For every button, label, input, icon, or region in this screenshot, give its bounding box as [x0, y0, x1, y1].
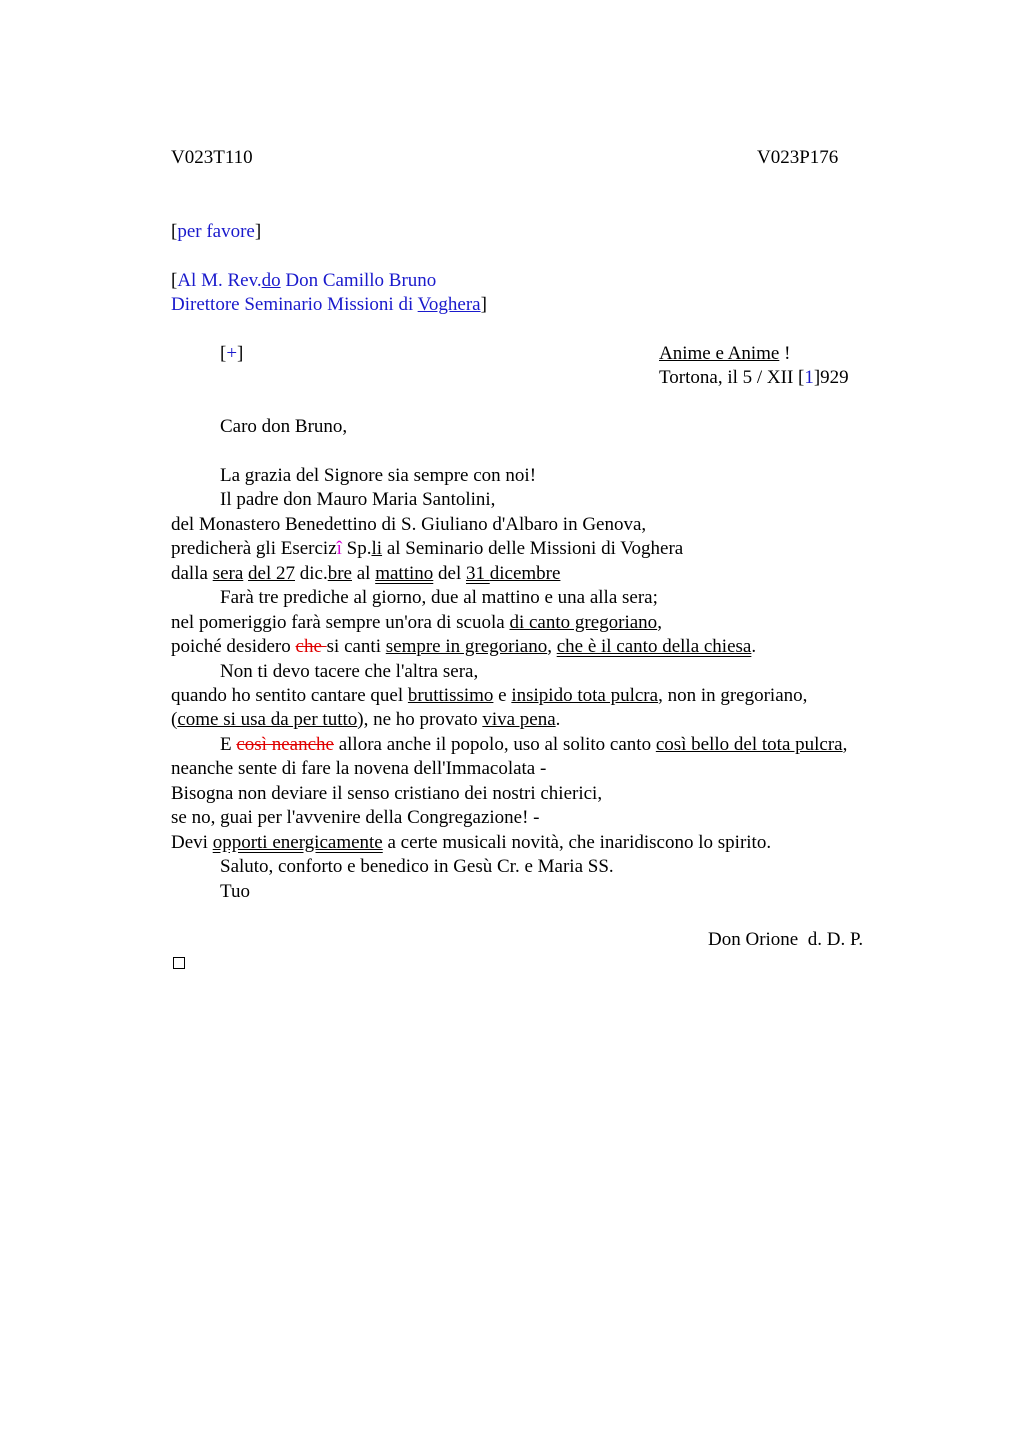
archive-code-right: V023P176 — [757, 147, 839, 168]
text-part: 31 — [465, 563, 490, 584]
text-part: nel pomeriggio farà sempre un'ora di scuola — [171, 612, 510, 633]
text-part: . — [751, 636, 757, 657]
deleted-text: così neanche — [236, 734, 334, 755]
text-part: , non in gregoriano, — [658, 685, 808, 706]
motto-punct: ! — [779, 343, 791, 364]
text-part: ( — [171, 709, 178, 730]
body-line: se no, guai per l'avvenire della Congregazione! - — [171, 807, 540, 828]
text-part: del — [433, 563, 466, 584]
body-line: del Monastero Benedettino di S. Giuliano d'Albaro in Genova, — [171, 514, 647, 535]
text-part: a certe musicali novità, che inaridiscono lo spirito. — [382, 832, 772, 853]
text-part: ), ne ho provato — [357, 709, 483, 730]
addressee-line-2: Direttore Seminario Missioni di Voghera] — [171, 294, 487, 315]
body-line: La grazia del Signore sia sempre con noi! — [220, 465, 537, 486]
text-part: opporti energicamente — [212, 832, 383, 853]
text-part: , — [657, 612, 662, 633]
dateline — [659, 366, 849, 390]
addressee-part: Don Camillo Bruno — [280, 270, 437, 291]
deleted-text: che — [295, 636, 327, 657]
text-part: mattino — [375, 563, 434, 584]
text-part: dalla — [171, 563, 213, 584]
addressee-line-1: [Al M. Rev.do Don Camillo Bruno — [171, 270, 437, 291]
motto — [659, 342, 790, 366]
body-line — [171, 537, 683, 561]
body-line: Tuo — [220, 881, 250, 902]
text-part: si canti — [326, 636, 386, 657]
text-part: al — [351, 563, 376, 584]
body-line: neanche sente di fare la novena dell'Immacolata - — [171, 758, 547, 779]
addressee-part: Al M. Rev. — [177, 270, 262, 291]
archive-code-left: V023T110 — [171, 147, 253, 168]
text-part: bre — [327, 563, 352, 584]
text-part: , — [547, 636, 557, 657]
text-part: viva pena — [482, 709, 556, 730]
body-line — [220, 733, 847, 757]
text-part: bruttissimo — [407, 685, 494, 706]
text-part: poiché desidero — [171, 636, 296, 657]
body-line: Non ti devo tacere che l'altra sera, — [220, 661, 479, 682]
motto-text: Anime e Anime — [659, 343, 780, 364]
body-line — [171, 684, 807, 708]
body-line — [171, 708, 560, 732]
dateline-part: ]929 — [813, 367, 849, 388]
editorial-note: [per favore] — [171, 221, 262, 242]
text-part: . — [555, 709, 561, 730]
text-part: allora anche il popolo, uso al solito canto — [333, 734, 656, 755]
text-part: li — [371, 538, 383, 559]
body-line — [171, 562, 560, 586]
text-part: dicembre — [489, 563, 561, 584]
text-part: Sp. — [341, 538, 372, 559]
text-part: E — [220, 734, 237, 755]
cross-icon: + — [226, 343, 238, 364]
end-square-icon — [173, 957, 185, 969]
text-part: al Seminario delle Missioni di Voghera — [382, 538, 684, 559]
text-part: così bello del tota pulcra — [655, 734, 843, 755]
text-part: del 27 — [248, 563, 295, 584]
text-part: predicherà gli Esercizî — [171, 538, 342, 559]
body-line — [171, 611, 662, 635]
dateline-part: Tortona, il 5 / XII [ — [659, 367, 805, 388]
body-line — [171, 635, 756, 659]
body-line: Bisogna non deviare il senso cristiano dei nostri chierici, — [171, 783, 603, 804]
text-part: che è il canto della chiesa — [556, 636, 752, 657]
text-part: quando ho sentito cantare quel — [171, 685, 408, 706]
body-line: Saluto, conforto e benedico in Gesù Cr. e Maria SS. — [220, 856, 614, 877]
text-part: , — [842, 734, 848, 755]
text-part: insipido tota pulcra — [511, 685, 659, 706]
addressee-part: do — [261, 270, 281, 291]
note-text: per favore — [177, 221, 255, 242]
text-part: sempre in gregoriano — [385, 636, 548, 657]
accent-mark: î — [336, 538, 342, 559]
dateline-part: 1 — [804, 367, 814, 388]
text-part: come si usa da per tutto — [177, 709, 358, 730]
text-part: e — [493, 685, 512, 706]
text-part: dic. — [295, 563, 328, 584]
signature: Don Orione d. D. P. — [708, 929, 864, 950]
text-part: Devi — [171, 832, 213, 853]
addressee-part: Voghera — [417, 294, 481, 315]
body-line — [171, 831, 771, 855]
body-line: Il padre don Mauro Maria Santolini, — [220, 489, 496, 510]
salutation: Caro don Bruno, — [220, 416, 348, 437]
text-part: di canto gregoriano — [509, 612, 658, 633]
text-part: sera — [212, 563, 244, 584]
cross-mark: [+] — [220, 343, 244, 364]
body-line: Farà tre prediche al giorno, due al mattino e una alla sera; — [220, 587, 658, 608]
addressee-part: Direttore Seminario Missioni di — [171, 294, 418, 315]
